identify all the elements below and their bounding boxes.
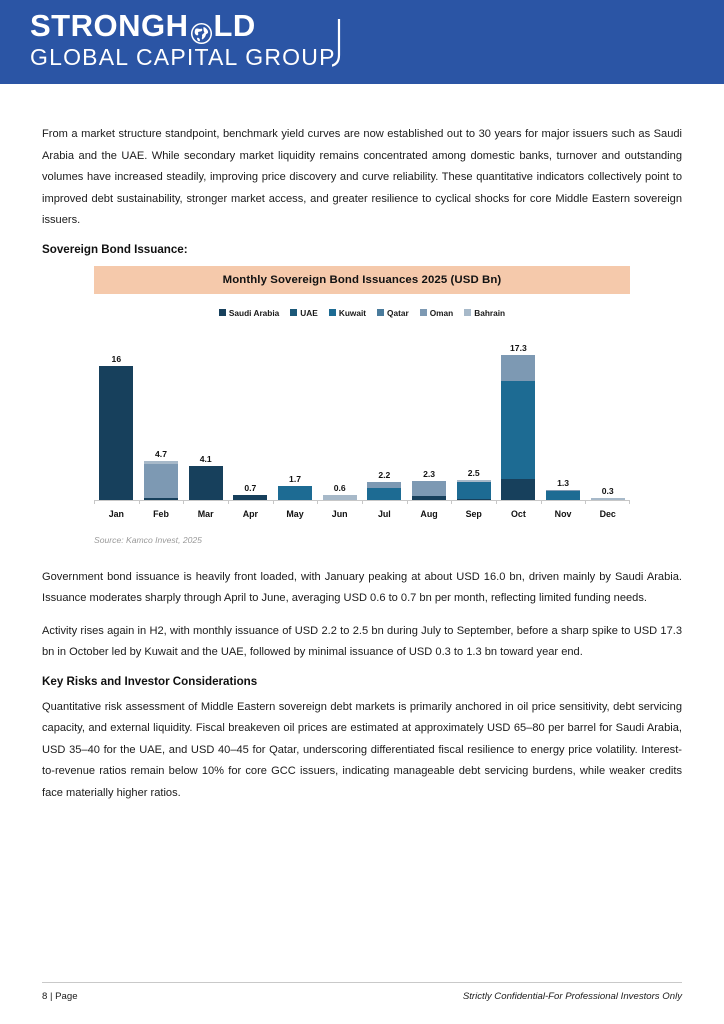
bar-segment-oman <box>144 464 178 498</box>
bar-group-aug <box>407 333 452 501</box>
logo-text-post: LD <box>213 8 256 43</box>
legend-swatch-icon <box>290 309 297 316</box>
paragraph-risk-assessment: Quantitative risk assessment of Middle Eastern sovereign debt markets is primarily anchored in oil price sensitivity, debt servicing capacity, and external liquidity. Fiscal breakeven oil prices are estimated at approximately USD 65–80 per barrel for Saudi Arabia, USD 35–40 for the UAE, and USD 40–45 for Qatar, underscoring differentiated fiscal resilience to energy price volatility. Interest-to-revenue ratios remain below 10% for core GCC issuers, indicating manageable debt servicing burdens, while weaker credits face materially higher ratios. <box>42 700 682 799</box>
logo-secondary-text: GLOBAL CAPITAL GROUP <box>30 44 336 70</box>
legend-swatch-icon <box>329 309 336 316</box>
bar-stack <box>457 480 491 501</box>
document-content <box>42 124 682 815</box>
x-axis-label-feb: Feb <box>153 508 169 519</box>
logo-primary-text <box>30 9 350 43</box>
x-axis-tick <box>496 501 541 504</box>
x-axis-tick <box>94 501 139 504</box>
x-axis-tick <box>407 501 452 504</box>
paragraph-market-structure: From a market structure standpoint, benchmark yield curves are now established out to 30 years for major issuers such as Saudi Arabia and the UAE. While secondary market liquidity remains concentrated among domestic banks, turnover and outstanding volumes have increased steadily, improving price discovery and curve reliability. These quantitative indicators collectively point to improved debt sustainability, stronger market access, and greater resilience to cyclical shocks for core Middle Eastern sovereign issuers. <box>42 128 682 226</box>
legend-item-uae <box>290 308 318 318</box>
bar-group-jan <box>94 333 139 501</box>
x-axis-label-may: May <box>286 508 304 519</box>
bar-stack <box>412 481 446 500</box>
legend-item-saudi-arabia <box>219 308 279 318</box>
x-axis-tick <box>317 501 362 504</box>
legend-item-kuwait <box>329 308 366 318</box>
bar-value-label: 1.7 <box>289 474 301 485</box>
x-axis-label-jun: Jun <box>331 508 348 519</box>
bar-value-label: 2.5 <box>467 467 480 478</box>
bar-value-label: 0.3 <box>601 485 614 496</box>
legend-item-qatar <box>377 308 409 318</box>
bar-group-may <box>273 333 318 501</box>
x-axis-tick <box>362 501 407 504</box>
footer-page-number: 8 | Page <box>42 991 78 1002</box>
x-axis-tick <box>541 501 586 504</box>
bar-group-nov <box>541 333 586 501</box>
legend-label: Saudi Arabia <box>228 307 280 318</box>
paragraph-issuance-front-loaded: Government bond issuance is heavily front loaded, with January peaking at about USD 16.0 bn, driven mainly by Saudi Arabia. Issuance moderates sharply through April to June, averaging USD 0.6 to 0.7 bn per month, reflecting limited funding needs. <box>42 570 682 604</box>
x-axis-label-sep: Sep <box>465 508 482 519</box>
bar-group-sep <box>451 333 496 501</box>
x-axis-tick <box>585 501 630 504</box>
x-axis-label-mar: Mar <box>197 508 214 519</box>
chart-x-axis-labels <box>94 509 630 519</box>
bar-group-apr <box>228 333 273 501</box>
x-axis-tick <box>139 501 184 504</box>
bar-segment-oman <box>412 481 446 496</box>
bar-value-label: 0.6 <box>333 483 346 494</box>
bar-stack <box>189 466 223 500</box>
bar-value-label: 1.3 <box>557 477 570 488</box>
chart-title: Monthly Sovereign Bond Issuances 2025 (USD Bn) <box>222 273 502 286</box>
chart-x-axis-ticks <box>94 501 630 504</box>
bar-group-jul <box>362 333 407 501</box>
legend-label: UAE <box>300 307 318 318</box>
legend-item-bahrain <box>464 308 505 318</box>
legend-label: Qatar <box>387 307 409 318</box>
bar-stack <box>278 486 312 500</box>
x-axis-label-nov: Nov <box>554 508 572 519</box>
bar-segment-saudi-arabia <box>99 366 133 500</box>
bar-segment-oman <box>501 355 535 380</box>
footer-divider <box>42 982 682 983</box>
bar-value-label: 4.7 <box>155 449 167 460</box>
chart-title-bar <box>94 266 630 294</box>
bar-value-label: 2.3 <box>423 469 436 480</box>
logo-text-pre: STRONGH <box>30 8 189 43</box>
legend-label: Kuwait <box>338 307 367 318</box>
footer-confidential-notice: Strictly Confidential-For Professional Investors Only <box>462 991 682 1002</box>
x-axis-label-apr: Apr <box>242 508 258 519</box>
bar-value-label: 16 <box>111 354 122 365</box>
legend-swatch-icon <box>377 309 384 316</box>
chart-bars-container <box>94 333 630 501</box>
bar-value-label: 2.2 <box>378 470 391 481</box>
x-axis-label-jul: Jul <box>377 508 391 519</box>
x-axis-label-dec: Dec <box>599 508 616 519</box>
legend-label: Oman <box>429 307 454 318</box>
bar-value-label: 0.7 <box>244 482 257 493</box>
x-axis-label-oct: Oct <box>510 508 526 519</box>
chart-monthly-sovereign-bond-issuances <box>42 266 682 545</box>
paragraph-h2-activity: Activity rises again in H2, with monthly issuance of USD 2.2 to 2.5 bn during July to September, before a sharp spike to USD 17.3 bn in October led by Kuwait and the UAE, followed by minimal issuance of USD 0.3 to 1.3 bn toward year end. <box>42 624 682 658</box>
bar-stack <box>367 482 401 500</box>
legend-swatch-icon <box>219 309 226 316</box>
bar-stack <box>99 366 133 500</box>
chart-source-note: Source: Kamco Invest, 2025 <box>94 534 202 545</box>
bar-segment-saudi-arabia <box>189 466 223 500</box>
x-axis-label-aug: Aug <box>420 508 438 519</box>
legend-item-oman <box>420 308 454 318</box>
legend-swatch-icon <box>464 309 471 316</box>
bar-group-feb <box>139 333 184 501</box>
company-logo <box>30 9 350 75</box>
logo-swoosh-icon <box>332 17 366 75</box>
bar-group-dec <box>585 333 630 501</box>
legend-label: Bahrain <box>474 307 506 318</box>
header-band <box>0 0 724 84</box>
chart-plot-area <box>94 333 630 501</box>
bar-stack <box>144 461 178 500</box>
heading-sovereign-bond-issuance: Sovereign Bond Issuance: <box>42 242 188 256</box>
legend-swatch-icon <box>420 309 427 316</box>
bar-stack <box>501 355 535 500</box>
heading-key-risks: Key Risks and Investor Considerations <box>42 674 258 688</box>
x-axis-tick <box>451 501 496 504</box>
bar-segment-saudi-arabia <box>501 479 535 501</box>
bar-value-label: 17.3 <box>510 343 527 354</box>
bar-value-label: 4.1 <box>199 454 212 465</box>
bar-group-mar <box>183 333 228 501</box>
page-footer <box>42 982 682 1002</box>
bar-segment-kuwait <box>278 486 312 500</box>
x-axis-tick <box>183 501 228 504</box>
bar-group-oct <box>496 333 541 501</box>
x-axis-tick <box>273 501 318 504</box>
x-axis-label-jan: Jan <box>108 508 124 519</box>
bar-group-jun <box>317 333 362 501</box>
bar-segment-kuwait <box>501 381 535 479</box>
x-axis-tick <box>228 501 273 504</box>
chart-legend <box>42 307 682 319</box>
bar-segment-kuwait <box>457 482 491 499</box>
globe-icon <box>190 18 213 41</box>
